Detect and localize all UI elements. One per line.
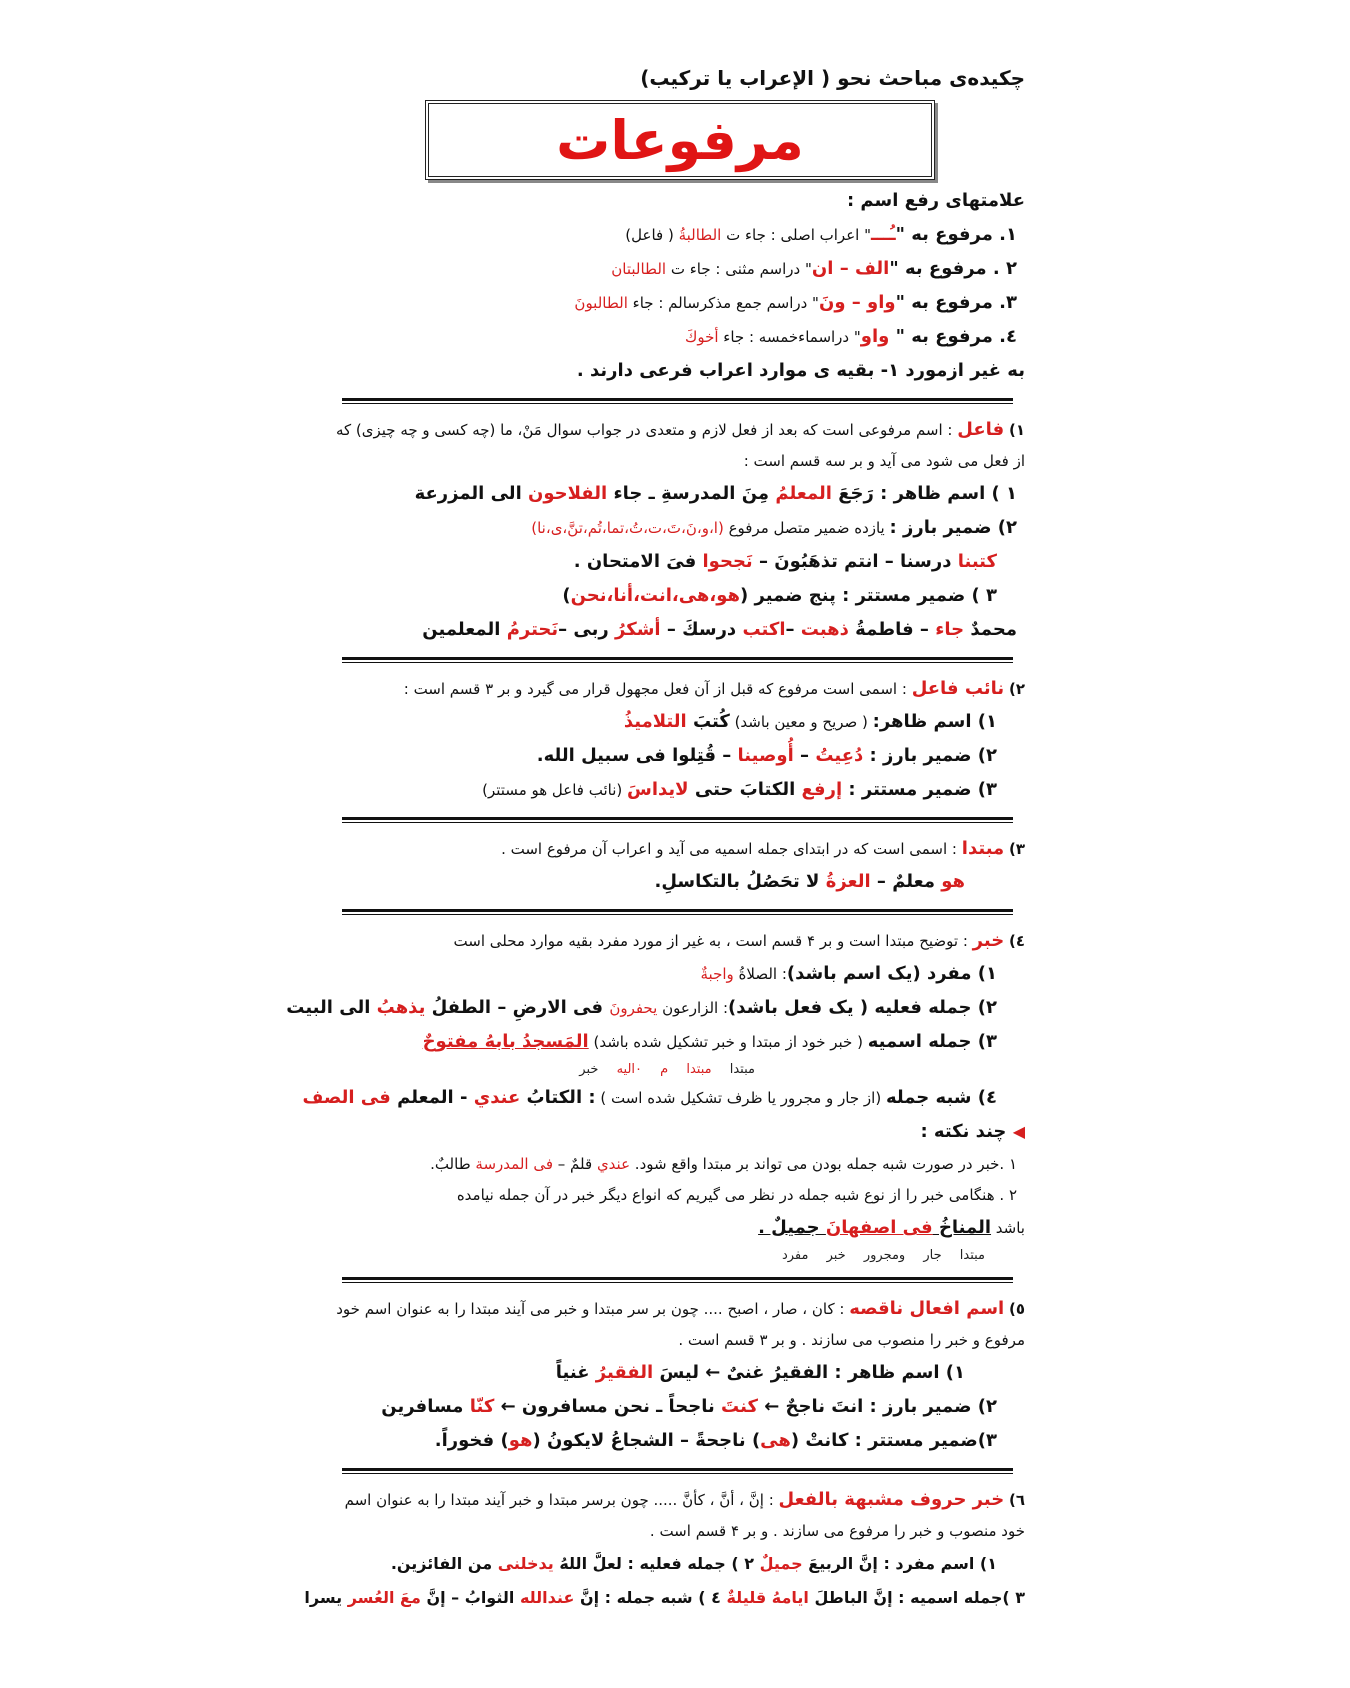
intro-section	[330, 184, 1025, 388]
document-sheet	[286, 60, 1025, 1660]
intro-line-4: ٤. مرفوع به " واو" دراسماءخمسه : جاء أخوكَ	[684, 326, 1017, 347]
section-2-item-2: ٢) ضمیر بارز : دُعِیتُ – أُوصینا – قُتِلوا فی سبیل الله.	[536, 745, 997, 766]
section-6-item-2: ٣ )جمله اسمیه : إنَّ الباطلَ ایامهُ قلیلةٌ ٤ ) شبه جمله : إنَّ عندالله الثوابُ – إنَّ معَ العُسر یسرا	[304, 1588, 1025, 1607]
section-mobtada	[330, 833, 1025, 899]
section-5-item-3: ٣)ضمیر مستتر : كانتْ (هی) ناجحةً – الشجاعُ لایكونُ (هو) فخوراً.	[434, 1430, 997, 1451]
section-horuf-moshabbaha	[304, 1484, 1025, 1615]
section-2-intro: ٢) نائب فاعل : اسمی است مرفوع که قبل از آن فعل مجهول قرار می گیرد و بر ٣ قسم است :	[403, 678, 1025, 699]
intro-line-3: ٣. مرفوع به "واو – ونَ" دراسم جمع مذکرسالم : جاء الطالبونَ	[574, 292, 1017, 313]
section-naeb-fael	[330, 673, 1025, 807]
section-4-item-1: ١) مفرد (یک اسم باشد): الصلاةُ واجبةٌ	[700, 963, 997, 984]
note-1: ١ .خبر در صورت شبه جمله بودن می تواند بر مبتدا واقع شود. عندي قلمٌ – فی المدرسة طالبٌ.	[430, 1155, 1017, 1173]
notes-heading: ◀ چند نکته :	[920, 1121, 1025, 1142]
section-4-item-3: ٣) جمله اسمیه ( خبر خود از مبتدا و خبر تشکیل شده باشد) المَسجدُ بابهُ مفتوحٌ	[422, 1031, 997, 1052]
banner-text: مرفوعات	[556, 108, 804, 172]
section-2-title: نائب فاعل	[911, 678, 1005, 699]
section-2-item-3: ٣) ضمیر مستتر : إرفع الكتابَ حتی لایداسَ (نائب فاعل هو مستتر)	[482, 779, 997, 800]
section-1-item-3: ٣ ) ضمیر مستتر : پنج ضمیر (هو،هی،انت،أنا،نحن)	[562, 585, 997, 606]
section-5-title: اسم افعال ناقصه	[849, 1298, 1005, 1319]
note-2-example: باشد المناخُ فی اصفهانَ جمیلٌ .	[758, 1217, 1025, 1238]
note-2: ٢ . هنگامی خبر را از نوع شبه جمله در نظر می گیریم که انواع دیگر خبر در آن جمله نیامده	[456, 1186, 1017, 1204]
section-1-item-1: ١ ) اسم ظاهر : رَجَعَ المعلمُ مِنَ المدرسةِ ـ جاء الفلاحون الی المزرعة	[414, 483, 1017, 504]
section-1-item-2: ٢) ضمیر بارز : یازده ضمیر متصل مرفوع (ا،و،نَ،تَ،ت،تُ،تما،تُم،تنَّ،ی،نا)	[531, 517, 1017, 538]
section-5-item-1: ١) اسم ظاهر : الفقیرُ غنیٌ ← لیسَ الفقیرُ غنیاً	[555, 1362, 965, 1383]
section-3-example: هو معلمٌ – العزةُ لا تحَصُلُ بالتكاسلِ.	[654, 871, 965, 892]
section-4-title: خبر	[972, 930, 1005, 951]
title-banner	[425, 100, 935, 180]
section-4-item-3-labels: مبتدا مبتدا م ٠الیه خبر	[579, 1062, 755, 1077]
divider	[342, 398, 1013, 404]
intro-line-2: ٢ . مرفوع به "الف – ان" دراسم مثنی : جاء ت الطالبتان	[611, 258, 1017, 279]
note-2-labels: مبتدا جار ومجرور خبر مفرد	[781, 1248, 985, 1263]
section-afal-naqesa	[330, 1293, 1025, 1458]
section-khabar	[286, 925, 1025, 1267]
section-5-intro: ٥) اسم افعال ناقصه : کان ، صار ، اصبح .... چون بر سر مبتدا و خبر می آیند مبتدا را به عنوان اسم خود مرفوع و خبر را منصوب می سازند . و بر ٣ قسم است .	[336, 1298, 1025, 1349]
section-5-item-2: ٢) ضمیر بارز : انتَ ناجحٌ ← كنتَ ناجحاً ـ نحن مسافرون ← كنّا مسافرین	[381, 1396, 997, 1417]
section-1-item-2-example: كتبنا درسنا – انتم تذهَبُونَ – نَجحوا فیَ الامتحان .	[573, 551, 997, 572]
intro-heading: علامتهای رفع اسم :	[846, 190, 1025, 211]
section-4-intro: ٤) خبر : توضیح مبتدا است و بر ۴ قسم است ، به غیر از مورد مفرد بقیه موارد محلی است	[453, 930, 1025, 951]
intro-line-1: ١. مرفوع به "ـُـــ" اعراب اصلی : جاء ت الطالبةُ ( فاعل)	[625, 224, 1017, 245]
section-3-title: مبتدا	[961, 838, 1005, 859]
section-6-item-1: ١) اسم مفرد : إنَّ الربیعَ جمیلٌ ٢ ) جمله فعلیه : لعلَّ اللهُ یدخلنی من الفائزین.	[390, 1554, 997, 1573]
section-6-intro: ٦) خبر حروف مشبهة بالفعل : إنَّ ، أنَّ ، كأنَّ ..... چون برسر مبتدا و خبر آیند مبتدا را به عنوان اسم خود منصوب و خبر را مرفوع می سازند . و بر ۴ قسم است .	[344, 1489, 1025, 1540]
divider	[342, 909, 1013, 915]
section-6-title: خبر حروف مشبهة بالفعل	[778, 1489, 1005, 1510]
section-fael	[330, 414, 1025, 647]
section-4-item-2: ٢) جمله فعلیه ( یک فعل باشد): الزارعون یحفرونَ فی الارضِ – الطفلُ یذهبُ الی البیت	[286, 997, 997, 1018]
section-2-item-1: ١) اسم ظاهر: ( صریح و معین باشد) كُتبَ التلامیذُ	[623, 711, 997, 732]
section-3-intro: ٣) مبتدا : اسمی است که در ابتدای جمله اسمیه می آید و اعراب آن مرفوع است .	[501, 838, 1025, 859]
page-title: چکیده‌ی مباحث نحو ( الإعراب یا ترکیب)	[640, 66, 1025, 90]
section-1-title: فاعل	[957, 419, 1005, 440]
triangle-bullet-icon: ◀	[1012, 1122, 1025, 1141]
intro-line-5: به غیر ازمورد ١- بقیه ی موارد اعراب فرعی دارند .	[576, 360, 1025, 381]
section-1-item-3-example: محمدٌ جاء – فاطمةُ ذهبت –اكتب درسكَ – أشكرُ ربی –نَحترمُ المعلمین	[422, 619, 1017, 640]
divider	[342, 817, 1013, 823]
divider	[342, 657, 1013, 663]
section-1-intro: ١) فاعل : اسم مرفوعی است که بعد از فعل لازم و متعدی در جواب سوال مَنْ، ما (چه کسی و چه چیزی) که از فعل می شود می آید و بر سه قسم است :	[335, 419, 1025, 470]
divider	[342, 1277, 1013, 1283]
section-4-item-4: ٤) شبه جمله (از جار و مجرور یا ظرف تشکیل شده است ) : الكتابُ عندي - المعلم فی الصف	[302, 1087, 997, 1108]
divider	[342, 1468, 1013, 1474]
